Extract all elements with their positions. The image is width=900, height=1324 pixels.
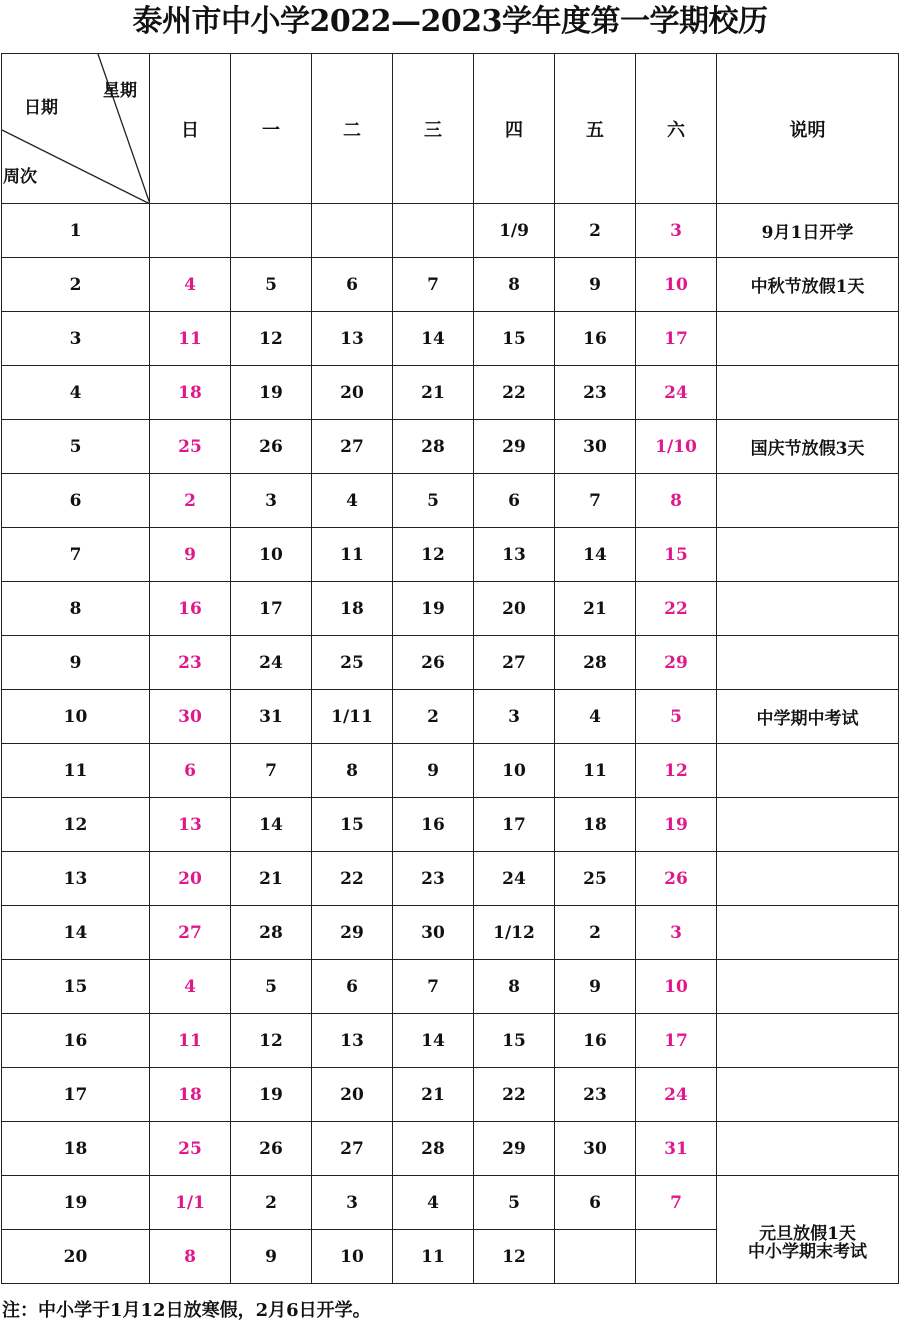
date-cell-mon: 24	[231, 636, 312, 690]
date-cell-mon	[231, 204, 312, 258]
date-cell-sun: 13	[150, 798, 231, 852]
date-cell-sat: 1/10	[636, 420, 717, 474]
week-number: 3	[2, 312, 150, 366]
date-cell-sat: 12	[636, 744, 717, 798]
week-row	[2, 582, 899, 636]
week-row	[2, 690, 899, 744]
date-cell-thu: 29	[474, 1122, 555, 1176]
date-cell-sun: 27	[150, 906, 231, 960]
date-cell-tue: 6	[312, 960, 393, 1014]
note-cell	[717, 636, 899, 690]
date-cell-fri: 2	[555, 906, 636, 960]
date-cell-thu: 12	[474, 1230, 555, 1284]
notes-header: 说明	[717, 54, 899, 204]
date-cell-wed: 7	[393, 258, 474, 312]
note-cell: 9月1日开学	[717, 204, 899, 258]
date-cell-fri: 23	[555, 1068, 636, 1122]
date-cell-sat: 22	[636, 582, 717, 636]
date-cell-sun: 18	[150, 1068, 231, 1122]
note-cell: 中学期中考试	[717, 690, 899, 744]
corner-cell	[2, 54, 150, 204]
date-cell-sun: 23	[150, 636, 231, 690]
page-title: 泰州市中小学2022—2023学年度第一学期校历	[132, 4, 768, 39]
week-number: 16	[2, 1014, 150, 1068]
date-cell-sat: 3	[636, 906, 717, 960]
date-cell-sun: 11	[150, 312, 231, 366]
week-row	[2, 960, 899, 1014]
date-cell-wed: 2	[393, 690, 474, 744]
weekday-header-wed: 三	[393, 54, 474, 204]
date-cell-sat: 10	[636, 960, 717, 1014]
date-cell-mon: 31	[231, 690, 312, 744]
date-cell-sun: 20	[150, 852, 231, 906]
week-number: 5	[2, 420, 150, 474]
date-cell-thu: 15	[474, 1014, 555, 1068]
date-cell-fri: 2	[555, 204, 636, 258]
note-cell	[717, 906, 899, 960]
date-cell-fri: 16	[555, 312, 636, 366]
week-number: 18	[2, 1122, 150, 1176]
week-row	[2, 744, 899, 798]
date-cell-thu: 22	[474, 366, 555, 420]
date-cell-tue: 20	[312, 366, 393, 420]
week-number: 13	[2, 852, 150, 906]
note-cell: 中秋节放假1天	[717, 258, 899, 312]
date-cell-thu: 1/12	[474, 906, 555, 960]
week-number: 2	[2, 258, 150, 312]
week-row	[2, 1068, 899, 1122]
note-cell	[717, 1068, 899, 1122]
date-cell-mon: 19	[231, 366, 312, 420]
week-row	[2, 474, 899, 528]
week-row	[2, 1122, 899, 1176]
date-cell-fri: 25	[555, 852, 636, 906]
date-cell-mon: 5	[231, 960, 312, 1014]
weekday-header-thu: 四	[474, 54, 555, 204]
week-row	[2, 798, 899, 852]
date-cell-mon: 3	[231, 474, 312, 528]
date-cell-wed	[393, 204, 474, 258]
date-cell-fri: 21	[555, 582, 636, 636]
week-number: 17	[2, 1068, 150, 1122]
note-cell	[717, 1014, 899, 1068]
week-number: 10	[2, 690, 150, 744]
corner-week-label: 周次	[3, 167, 37, 187]
date-cell-tue: 10	[312, 1230, 393, 1284]
date-cell-tue: 8	[312, 744, 393, 798]
date-cell-sun: 18	[150, 366, 231, 420]
note-cell	[717, 528, 899, 582]
date-cell-sat: 31	[636, 1122, 717, 1176]
week-number: 9	[2, 636, 150, 690]
weekday-header-mon: 一	[231, 54, 312, 204]
date-cell-sat: 8	[636, 474, 717, 528]
date-cell-tue	[312, 204, 393, 258]
date-cell-wed: 14	[393, 1014, 474, 1068]
note-cell	[717, 798, 899, 852]
date-cell-mon: 19	[231, 1068, 312, 1122]
date-cell-tue: 4	[312, 474, 393, 528]
weekday-header-tue: 二	[312, 54, 393, 204]
header-row	[2, 54, 899, 204]
date-cell-fri: 9	[555, 960, 636, 1014]
date-cell-wed: 16	[393, 798, 474, 852]
date-cell-thu: 22	[474, 1068, 555, 1122]
date-cell-mon: 5	[231, 258, 312, 312]
week-row	[2, 258, 899, 312]
week-row	[2, 1176, 899, 1230]
date-cell-sun: 25	[150, 420, 231, 474]
date-cell-tue: 29	[312, 906, 393, 960]
note-cell	[717, 960, 899, 1014]
date-cell-mon: 28	[231, 906, 312, 960]
date-cell-wed: 26	[393, 636, 474, 690]
date-cell-tue: 25	[312, 636, 393, 690]
date-cell-sun: 9	[150, 528, 231, 582]
date-cell-sat: 29	[636, 636, 717, 690]
date-cell-sun: 8	[150, 1230, 231, 1284]
date-cell-sun: 1/1	[150, 1176, 231, 1230]
date-cell-fri: 4	[555, 690, 636, 744]
date-cell-sat: 26	[636, 852, 717, 906]
date-cell-tue: 18	[312, 582, 393, 636]
date-cell-tue: 3	[312, 1176, 393, 1230]
date-cell-mon: 26	[231, 1122, 312, 1176]
date-cell-fri: 30	[555, 1122, 636, 1176]
date-cell-fri	[555, 1230, 636, 1284]
date-cell-mon: 9	[231, 1230, 312, 1284]
date-cell-sat: 3	[636, 204, 717, 258]
date-cell-wed: 28	[393, 420, 474, 474]
date-cell-mon: 12	[231, 1014, 312, 1068]
date-cell-thu: 17	[474, 798, 555, 852]
week-number: 4	[2, 366, 150, 420]
date-cell-wed: 23	[393, 852, 474, 906]
date-cell-fri: 18	[555, 798, 636, 852]
date-cell-sun: 6	[150, 744, 231, 798]
date-cell-tue: 22	[312, 852, 393, 906]
date-cell-wed: 7	[393, 960, 474, 1014]
date-cell-wed: 11	[393, 1230, 474, 1284]
note-cell	[717, 1176, 899, 1284]
date-cell-sat: 17	[636, 312, 717, 366]
date-cell-tue: 27	[312, 420, 393, 474]
date-cell-fri: 6	[555, 1176, 636, 1230]
date-cell-thu: 1/9	[474, 204, 555, 258]
date-cell-tue: 20	[312, 1068, 393, 1122]
date-cell-sun: 16	[150, 582, 231, 636]
date-cell-sat: 19	[636, 798, 717, 852]
week-number: 14	[2, 906, 150, 960]
week-number: 20	[2, 1230, 150, 1284]
date-cell-thu: 29	[474, 420, 555, 474]
date-cell-mon: 2	[231, 1176, 312, 1230]
date-cell-mon: 26	[231, 420, 312, 474]
note-cell	[717, 366, 899, 420]
date-cell-tue: 13	[312, 1014, 393, 1068]
date-cell-sun: 30	[150, 690, 231, 744]
week-row	[2, 1014, 899, 1068]
date-cell-fri: 23	[555, 366, 636, 420]
week-number: 8	[2, 582, 150, 636]
date-cell-fri: 30	[555, 420, 636, 474]
date-cell-wed: 9	[393, 744, 474, 798]
date-cell-tue: 13	[312, 312, 393, 366]
date-cell-sun: 4	[150, 960, 231, 1014]
note-cell	[717, 852, 899, 906]
date-cell-fri: 28	[555, 636, 636, 690]
date-cell-sat: 5	[636, 690, 717, 744]
date-cell-sat: 7	[636, 1176, 717, 1230]
note-cell	[717, 1122, 899, 1176]
date-cell-sat: 15	[636, 528, 717, 582]
note-cell	[717, 474, 899, 528]
date-cell-tue: 27	[312, 1122, 393, 1176]
corner-date-label: 日期	[24, 98, 58, 118]
footnote: 注：中小学于1月12日放寒假，2月6日开学。	[2, 1300, 371, 1321]
date-cell-thu: 15	[474, 312, 555, 366]
date-cell-thu: 6	[474, 474, 555, 528]
corner-weekday-label: 星期	[103, 81, 137, 101]
date-cell-sun: 25	[150, 1122, 231, 1176]
date-cell-mon: 14	[231, 798, 312, 852]
date-cell-wed: 21	[393, 1068, 474, 1122]
date-cell-mon: 21	[231, 852, 312, 906]
week-row	[2, 204, 899, 258]
date-cell-thu: 8	[474, 960, 555, 1014]
date-cell-thu: 20	[474, 582, 555, 636]
date-cell-fri: 14	[555, 528, 636, 582]
date-cell-thu: 27	[474, 636, 555, 690]
weekday-header-sun: 日	[150, 54, 231, 204]
date-cell-mon: 12	[231, 312, 312, 366]
date-cell-fri: 11	[555, 744, 636, 798]
date-cell-wed: 19	[393, 582, 474, 636]
week-row	[2, 312, 899, 366]
week-row	[2, 420, 899, 474]
date-cell-thu: 24	[474, 852, 555, 906]
weekday-header-fri: 五	[555, 54, 636, 204]
date-cell-thu: 10	[474, 744, 555, 798]
date-cell-sun: 2	[150, 474, 231, 528]
week-number: 12	[2, 798, 150, 852]
date-cell-mon: 7	[231, 744, 312, 798]
date-cell-fri: 9	[555, 258, 636, 312]
date-cell-thu: 5	[474, 1176, 555, 1230]
note-cell	[717, 744, 899, 798]
week-row	[2, 366, 899, 420]
date-cell-sat: 10	[636, 258, 717, 312]
week-row	[2, 528, 899, 582]
note-cell	[717, 312, 899, 366]
date-cell-wed: 30	[393, 906, 474, 960]
date-cell-tue: 15	[312, 798, 393, 852]
date-cell-thu: 13	[474, 528, 555, 582]
date-cell-wed: 12	[393, 528, 474, 582]
note-cell: 国庆节放假3天	[717, 420, 899, 474]
note-line: 元旦放假1天	[759, 1223, 856, 1244]
week-number: 6	[2, 474, 150, 528]
date-cell-mon: 10	[231, 528, 312, 582]
date-cell-fri: 16	[555, 1014, 636, 1068]
date-cell-sat	[636, 1230, 717, 1284]
date-cell-wed: 28	[393, 1122, 474, 1176]
week-number: 11	[2, 744, 150, 798]
date-cell-tue: 1/11	[312, 690, 393, 744]
date-cell-thu: 8	[474, 258, 555, 312]
date-cell-sun: 11	[150, 1014, 231, 1068]
week-row	[2, 636, 899, 690]
date-cell-sat: 17	[636, 1014, 717, 1068]
note-line: 中小学期末考试	[748, 1241, 867, 1262]
week-number: 19	[2, 1176, 150, 1230]
date-cell-wed: 14	[393, 312, 474, 366]
date-cell-sat: 24	[636, 1068, 717, 1122]
date-cell-tue: 6	[312, 258, 393, 312]
week-number: 7	[2, 528, 150, 582]
date-cell-wed: 4	[393, 1176, 474, 1230]
week-row	[2, 852, 899, 906]
date-cell-wed: 21	[393, 366, 474, 420]
date-cell-fri: 7	[555, 474, 636, 528]
school-calendar-table	[1, 53, 899, 1284]
weekday-header-sat: 六	[636, 54, 717, 204]
date-cell-sun: 4	[150, 258, 231, 312]
date-cell-tue: 11	[312, 528, 393, 582]
note-cell	[717, 582, 899, 636]
date-cell-wed: 5	[393, 474, 474, 528]
date-cell-thu: 3	[474, 690, 555, 744]
week-number: 15	[2, 960, 150, 1014]
week-row	[2, 906, 899, 960]
date-cell-sat: 24	[636, 366, 717, 420]
date-cell-sun	[150, 204, 231, 258]
date-cell-mon: 17	[231, 582, 312, 636]
week-number: 1	[2, 204, 150, 258]
